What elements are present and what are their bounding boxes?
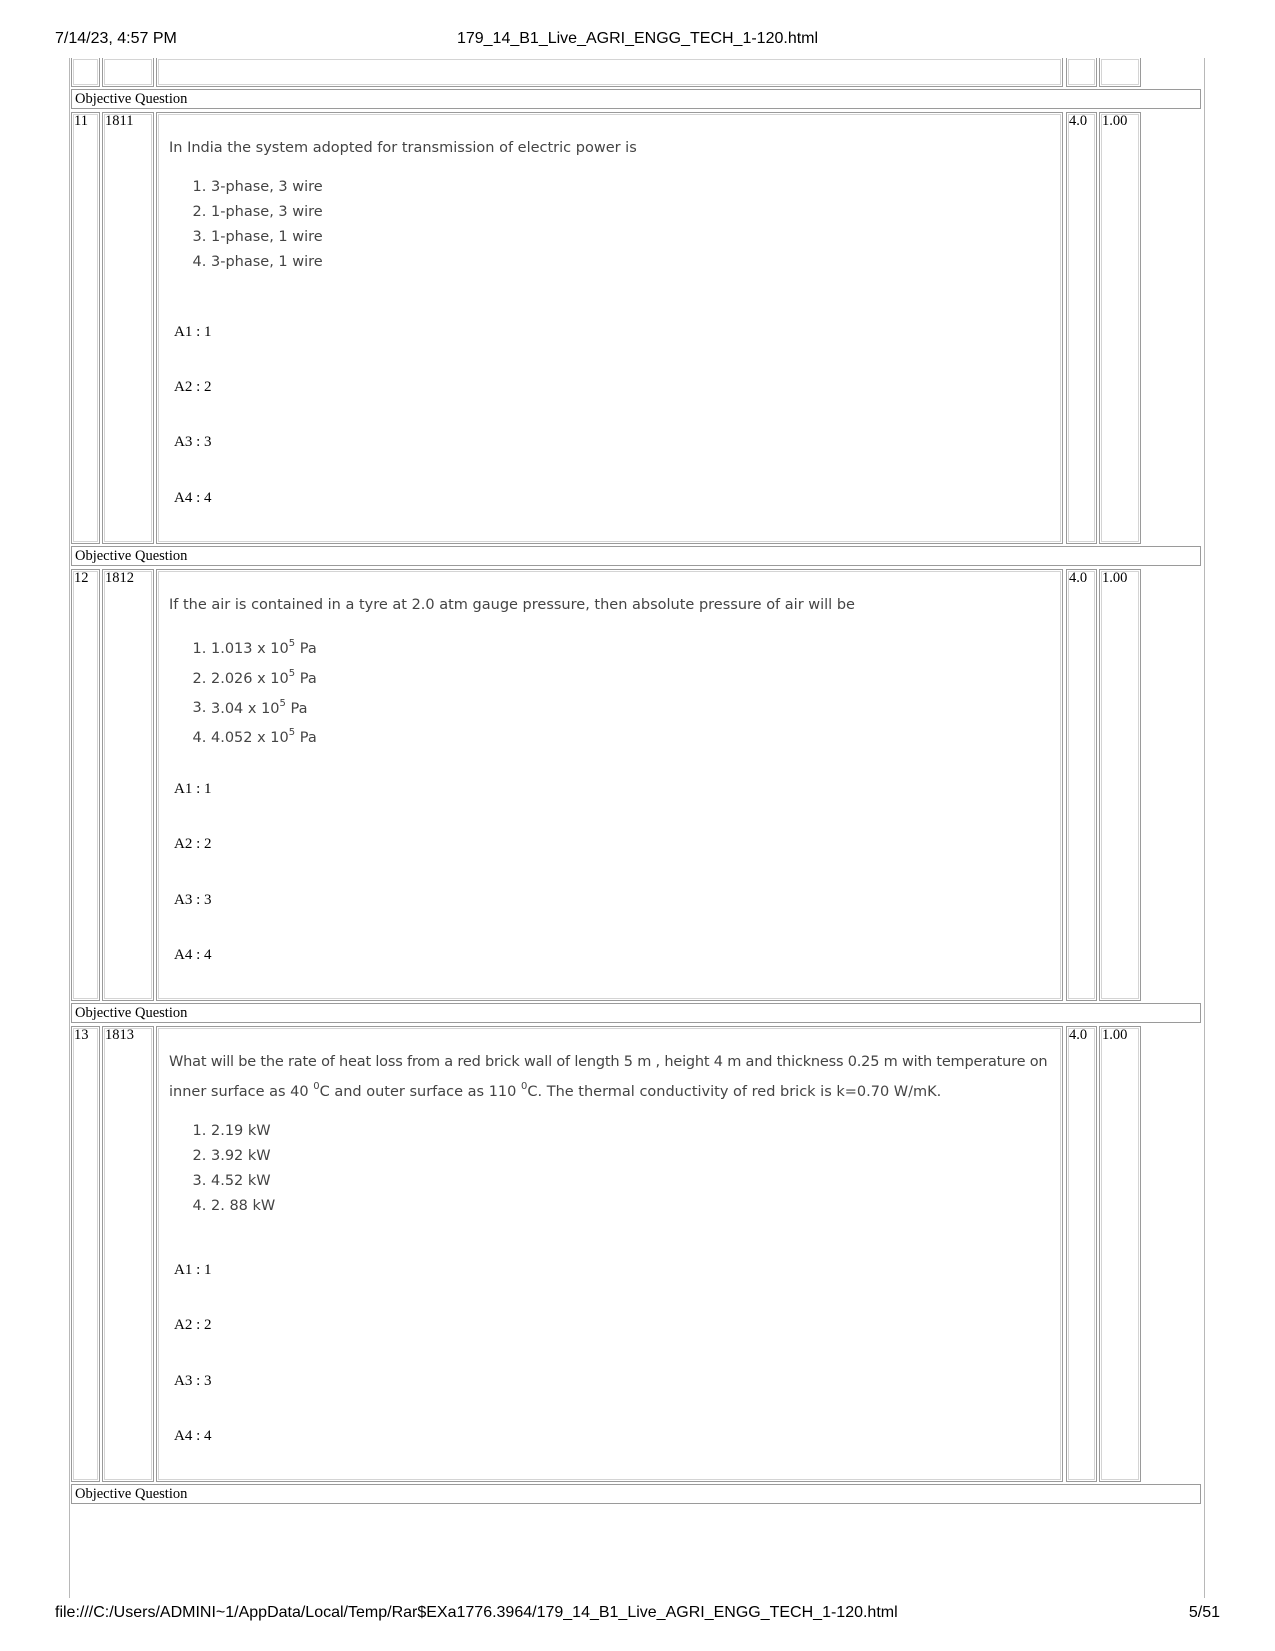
answer-line: A1 : 1	[174, 781, 212, 797]
question-id-cell	[102, 1026, 154, 1482]
option-item: 2. 1-phase, 3 wire	[211, 200, 1059, 225]
negative-marks-cell	[1099, 112, 1141, 544]
question-sno-cell	[71, 569, 100, 1001]
answer-line: A2 : 2	[174, 836, 212, 852]
marks-value: 4.0	[1069, 1027, 1088, 1043]
option-item: 3. 1-phase, 1 wire	[211, 225, 1059, 250]
option-item: 1. 2.19 kW	[211, 1119, 1067, 1144]
question-text: What will be the rate of heat loss from a red brick wall of length 5 m , height 4 m and thickness 0.25 m with temperature on inner surface as 40 $^0$C and outer surface as 110 $^0$C. The thermal conductivity of red brick is k=0.70 W/mK.	[169, 1054, 1048, 1100]
option-item: 3. 4.52 kW	[211, 1169, 1067, 1194]
option-item: 1. 1.013 x $10^5$ Pa	[211, 632, 1059, 662]
option-item: 1. 3-phase, 3 wire	[211, 175, 1059, 200]
print-datetime: 7/14/23, 4:57 PM	[55, 30, 177, 47]
option-item: 4. 2. 88 kW	[211, 1194, 1067, 1219]
answer-line: A3 : 3	[174, 1373, 212, 1389]
answer-line: A3 : 3	[174, 892, 212, 908]
marks-cell	[1066, 112, 1097, 544]
question-sno: 13	[74, 1027, 89, 1043]
question-sno-cell	[71, 1026, 100, 1482]
option-list	[169, 1119, 1067, 1219]
prev-row-negative-cell	[1099, 58, 1141, 87]
answer-line: A1 : 1	[174, 324, 212, 340]
marks-cell	[1066, 569, 1097, 1001]
option-list	[169, 175, 1059, 275]
question-sno: 11	[74, 113, 88, 129]
question-text-block	[169, 593, 1059, 751]
marks-cell	[1066, 1026, 1097, 1482]
prev-row-marks-cell	[1066, 58, 1097, 87]
question-sno-cell	[71, 112, 100, 544]
page-number: 5/51	[1188, 1604, 1220, 1621]
prev-row-sno-cell	[71, 58, 100, 87]
question-sno: 12	[74, 570, 89, 586]
question-id: 1813	[105, 1027, 134, 1043]
marks-value: 4.0	[1069, 570, 1088, 586]
question-id: 1811	[105, 113, 134, 129]
answer-line: A1 : 1	[174, 1262, 212, 1278]
question-text-block	[169, 1050, 1067, 1219]
negative-marks-cell	[1099, 1026, 1141, 1482]
answer-line: A3 : 3	[174, 434, 212, 450]
answer-line: A2 : 2	[174, 1317, 212, 1333]
section-label: Objective Question	[71, 1484, 1201, 1504]
answer-line: A4 : 4	[174, 490, 212, 506]
answer-line: A2 : 2	[174, 379, 212, 395]
option-item: 3. 3.04 x $10^5$ Pa	[211, 692, 1059, 722]
negative-marks-cell	[1099, 569, 1141, 1001]
question-id-cell	[102, 569, 154, 1001]
section-label: Objective Question	[71, 89, 1201, 109]
option-item: 2. 3.92 kW	[211, 1144, 1067, 1169]
negative-marks-value: 1.00	[1102, 1027, 1128, 1043]
question-text-block	[169, 136, 1059, 275]
print-file-path: file:///C:/Users/ADMINI~1/AppData/Local/Temp/Rar$EXa1776.3964/179_14_B1_Live_AGRI_ENGG_TECH_1-120.html	[55, 1604, 898, 1621]
option-item: 2. 2.026 x $10^5$ Pa	[211, 662, 1059, 692]
answer-line: A4 : 4	[174, 1428, 212, 1444]
question-text: In India the system adopted for transmission of electric power is	[169, 140, 637, 156]
negative-marks-value: 1.00	[1102, 570, 1128, 586]
prev-row-id-cell	[102, 58, 154, 87]
option-item: 4. 4.052 x $10^5$ Pa	[211, 721, 1059, 751]
prev-row-question-cell	[156, 58, 1063, 87]
question-id-cell	[102, 112, 154, 544]
print-title: 179_14_B1_Live_AGRI_ENGG_TECH_1-120.html	[456, 30, 819, 47]
option-item: 4. 3-phase, 1 wire	[211, 250, 1059, 275]
negative-marks-value: 1.00	[1102, 113, 1128, 129]
section-label: Objective Question	[71, 1003, 1201, 1023]
marks-value: 4.0	[1069, 113, 1088, 129]
question-id: 1812	[105, 570, 134, 586]
question-text: If the air is contained in a tyre at 2.0 atm gauge pressure, then absolute pressure of air will be	[169, 597, 855, 613]
answer-line: A4 : 4	[174, 947, 212, 963]
section-label: Objective Question	[71, 546, 1201, 566]
option-list	[169, 632, 1059, 751]
